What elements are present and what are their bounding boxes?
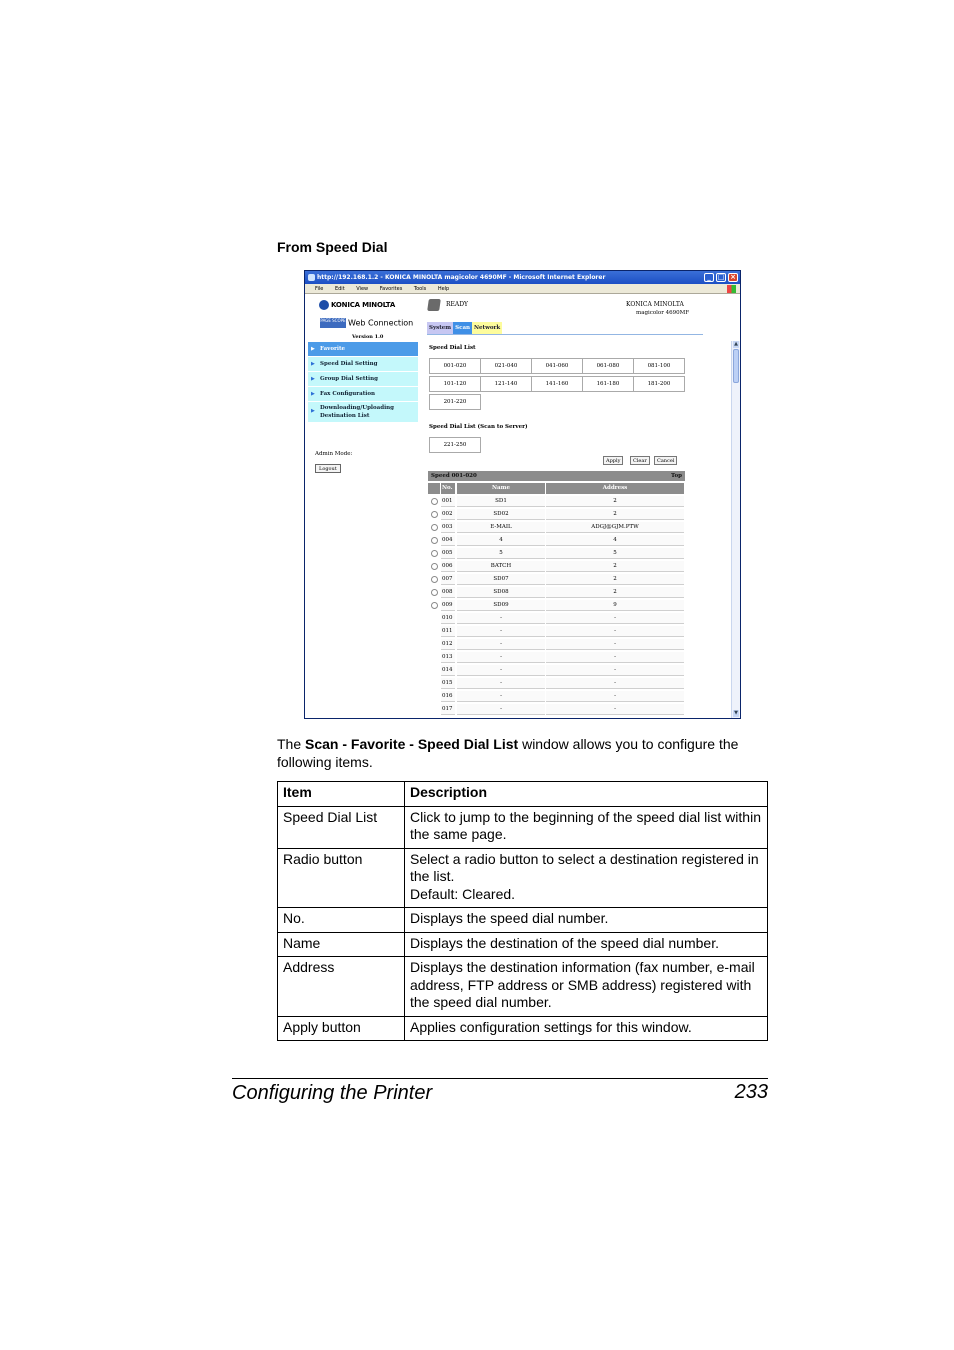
speed-dial-range-161-180[interactable]: 161-180 [582, 376, 634, 392]
triangle-right-icon: ▶ [311, 391, 315, 397]
item-cell: No. [278, 908, 405, 933]
row-address: ADGJ@GJM.PTW [546, 522, 684, 533]
row-name: - [457, 678, 545, 689]
radio-button[interactable] [431, 563, 438, 570]
list-row [428, 676, 685, 689]
row-address: 9 [546, 600, 684, 611]
list-row [428, 585, 685, 598]
speed-dial-range-201-220[interactable]: 201-220 [429, 394, 481, 410]
description-line: Default: Cleared. [410, 885, 516, 902]
page-number: 233 [734, 1081, 768, 1103]
vertical-scrollbar[interactable] [731, 341, 740, 718]
row-name: - [457, 613, 545, 624]
row-name: SD1 [457, 496, 545, 507]
row-number: 005 [441, 548, 455, 559]
row-address: - [546, 678, 684, 689]
row-address: - [546, 626, 684, 637]
list-row [428, 559, 685, 572]
row-address: 4 [546, 535, 684, 546]
radio-button[interactable] [431, 576, 438, 583]
list-title: Speed 001-020 [431, 473, 477, 479]
row-name: E-MAIL [457, 522, 545, 533]
row-number: 012 [441, 639, 455, 650]
row-address: - [546, 691, 684, 702]
page-content [305, 294, 731, 718]
menu-bar [305, 284, 740, 294]
triangle-right-icon: ▶ [311, 346, 315, 352]
list-row [428, 572, 685, 585]
description-line: Displays the destination information (fax number, e-mail address, FTP address or SMB address) registered with the speed dial number. [410, 959, 755, 1010]
footer-rule [232, 1078, 768, 1079]
speed-dial-range-221-250[interactable]: 221-250 [429, 437, 481, 453]
menu-file[interactable]: File [315, 286, 324, 292]
speed-dial-range-021-040[interactable]: 021-040 [480, 358, 532, 374]
minimize-button[interactable]: _ [704, 273, 714, 282]
item-cell: Speed Dial List [278, 806, 405, 848]
table-header-row [278, 782, 768, 807]
list-row [428, 702, 685, 715]
row-number: 011 [441, 626, 455, 637]
triangle-right-icon: ▶ [311, 376, 315, 382]
version-label: Version 1.0 [352, 334, 384, 340]
row-address: - [546, 704, 684, 715]
list-row [428, 624, 685, 637]
pagescope-logo-icon: PAGE SCOPE [320, 318, 346, 328]
row-name: - [457, 704, 545, 715]
row-number: 017 [441, 704, 455, 715]
row-name: - [457, 652, 545, 663]
row-number: 013 [441, 652, 455, 663]
row-address: - [546, 639, 684, 650]
item-cell: Address [278, 957, 405, 1017]
row-name: - [457, 665, 545, 676]
row-name: SD08 [457, 587, 545, 598]
list-row [428, 533, 685, 546]
brand-logo: KONICA MINOLTA [319, 300, 395, 310]
column-header-row [428, 481, 685, 494]
table-row [278, 932, 768, 957]
list-row [428, 520, 685, 533]
column-header-address: Address [546, 483, 684, 494]
radio-button[interactable] [431, 524, 438, 531]
table-header-item: Item [278, 782, 405, 807]
row-number: 001 [441, 496, 455, 507]
speed-dial-range-041-060[interactable]: 041-060 [531, 358, 583, 374]
list-row [428, 494, 685, 507]
maximize-button[interactable]: □ [717, 273, 725, 281]
top-link[interactable]: Top [671, 473, 682, 479]
radio-button[interactable] [431, 550, 438, 557]
row-name: SD09 [457, 600, 545, 611]
triangle-right-icon: ▶ [311, 408, 315, 414]
list-row [428, 546, 685, 559]
row-name: - [457, 639, 545, 650]
menu-tools[interactable]: Tools [413, 286, 427, 292]
list-row [428, 598, 685, 611]
table-row [278, 908, 768, 933]
column-header-no: No. [441, 483, 455, 494]
radio-button[interactable] [431, 602, 438, 609]
list-row [428, 507, 685, 520]
list-header [428, 471, 685, 481]
row-address: 2 [546, 509, 684, 520]
speed-dial-range-081-100[interactable]: 081-100 [633, 358, 685, 374]
row-name: 5 [457, 548, 545, 559]
logout-button[interactable]: Logout [315, 464, 341, 473]
footer-title: Configuring the Printer [232, 1082, 433, 1104]
tab-bar [427, 322, 502, 334]
scroll-thumb[interactable] [733, 349, 739, 383]
window-titlebar [305, 271, 740, 284]
browser-window-screenshot [304, 270, 741, 719]
tab-network[interactable]: Network [472, 322, 502, 334]
row-address: - [546, 613, 684, 624]
row-address: 2 [546, 587, 684, 598]
menu-favorites[interactable]: Favorites [379, 286, 403, 292]
maker-label: KONICA MINOLTA [626, 301, 684, 308]
speed-dial-range-121-140[interactable]: 121-140 [480, 376, 532, 392]
table-row [278, 1016, 768, 1041]
table-row [278, 848, 768, 908]
row-number: 003 [441, 522, 455, 533]
row-name: 4 [457, 535, 545, 546]
row-number: 009 [441, 600, 455, 611]
cancel-button[interactable]: Cancel [654, 456, 677, 465]
speed-dial-range-141-160[interactable]: 141-160 [531, 376, 583, 392]
description-cell [405, 848, 768, 908]
sidebar-item-speed-dial-setting[interactable]: ▶ Speed Dial Setting [308, 357, 418, 371]
model-label: magicolor 4690MF [636, 310, 690, 316]
description-line: Click to jump to the beginning of the speed dial list within the same page. [410, 808, 761, 842]
table-header-description: Description [405, 782, 768, 807]
menu-view[interactable]: View [356, 286, 369, 292]
description-line: Select a radio button to select a destination registered in the list. [410, 850, 759, 884]
radio-button[interactable] [431, 498, 438, 505]
description-cell [405, 957, 768, 1017]
web-connection-logo: PAGE SCOPE Web Connection [320, 318, 414, 328]
row-address: 2 [546, 496, 684, 507]
speed-dial-list-title: Speed Dial List [429, 345, 476, 351]
row-name: SD02 [457, 509, 545, 520]
list-rows [428, 494, 685, 715]
description-line: Applies configuration settings for this window. [410, 1018, 692, 1035]
intro-paragraph: The Scan - Favorite - Speed Dial List window allows you to configure the following items. [277, 736, 739, 770]
tab-system[interactable]: System [427, 322, 453, 334]
row-number: 002 [441, 509, 455, 520]
window-title: http://192.168.1.2 - KONICA MINOLTA magicolor 4690MF - Microsoft Internet Explorer [317, 274, 606, 281]
speed-dial-range-001-020[interactable]: 001-020 [429, 358, 481, 374]
sidebar [308, 342, 418, 423]
speed-dial-range-101-120[interactable]: 101-120 [429, 376, 481, 392]
speed-dial-list [428, 471, 685, 715]
row-address: - [546, 652, 684, 663]
intro-window-name: Scan - Favorite - Speed Dial List [305, 736, 519, 752]
list-row [428, 650, 685, 663]
description-cell [405, 932, 768, 957]
item-cell: Radio button [278, 848, 405, 908]
row-address: 2 [546, 574, 684, 585]
sidebar-item-download-upload[interactable]: ▶ Downloading/Uploading Destination List [308, 402, 418, 422]
scroll-up-icon[interactable]: ▲ [734, 341, 738, 347]
description-line: Displays the destination of the speed dial number. [410, 934, 719, 951]
item-cell: Name [278, 932, 405, 957]
row-number: 004 [441, 535, 455, 546]
row-name: BATCH [457, 561, 545, 572]
description-line: Displays the speed dial number. [410, 910, 609, 926]
row-number: 007 [441, 574, 455, 585]
item-cell: Apply button [278, 1016, 405, 1041]
printer-icon [427, 299, 441, 311]
status-text: READY [446, 301, 469, 308]
item-description-table [277, 781, 768, 1041]
radio-button[interactable] [431, 511, 438, 518]
table-row [278, 957, 768, 1017]
description-cell [405, 806, 768, 848]
menu-edit[interactable]: Edit [334, 286, 345, 292]
section-heading: From Speed Dial [277, 239, 388, 255]
list-row [428, 663, 685, 676]
row-number: 008 [441, 587, 455, 598]
column-header-name: Name [457, 483, 545, 494]
row-number: 016 [441, 691, 455, 702]
description-cell [405, 1016, 768, 1041]
row-number: 006 [441, 561, 455, 572]
tab-scan[interactable]: Scan [453, 322, 472, 334]
menu-help[interactable]: Help [437, 286, 450, 292]
triangle-right-icon: ▶ [311, 361, 315, 367]
list-row [428, 611, 685, 624]
apply-button[interactable]: Apply [603, 456, 623, 465]
row-name: SD07 [457, 574, 545, 585]
konica-minolta-logo-icon [319, 300, 329, 310]
row-address: - [546, 665, 684, 676]
clear-button[interactable]: Clear [630, 456, 650, 465]
row-address: 5 [546, 548, 684, 559]
sidebar-item-group-dial-setting[interactable]: ▶ Group Dial Setting [308, 372, 418, 386]
radio-button[interactable] [431, 589, 438, 596]
description-cell [405, 908, 768, 933]
row-name: - [457, 626, 545, 637]
table-body [278, 806, 768, 1041]
speed-dial-range-061-080[interactable]: 061-080 [582, 358, 634, 374]
windows-logo-icon [727, 285, 736, 293]
speed-dial-range-181-200[interactable]: 181-200 [633, 376, 685, 392]
server-list-title: Speed Dial List (Scan to Server) [429, 424, 528, 430]
close-button[interactable]: × [728, 273, 738, 282]
tab-divider [427, 334, 703, 335]
sidebar-item-favorite[interactable]: ▶ Favorite [308, 342, 418, 356]
list-row [428, 637, 685, 650]
row-name: - [457, 691, 545, 702]
scroll-down-icon[interactable]: ▼ [734, 710, 738, 716]
row-number: 015 [441, 678, 455, 689]
admin-mode-label: Admin Mode: [315, 451, 353, 457]
radio-button[interactable] [431, 537, 438, 544]
list-row [428, 689, 685, 702]
ie-icon [308, 274, 315, 281]
row-number: 010 [441, 613, 455, 624]
table-row [278, 806, 768, 848]
row-number: 014 [441, 665, 455, 676]
row-address: 2 [546, 561, 684, 572]
sidebar-item-fax-configuration[interactable]: ▶ Fax Configuration [308, 387, 418, 401]
radio-column-header [428, 483, 440, 494]
